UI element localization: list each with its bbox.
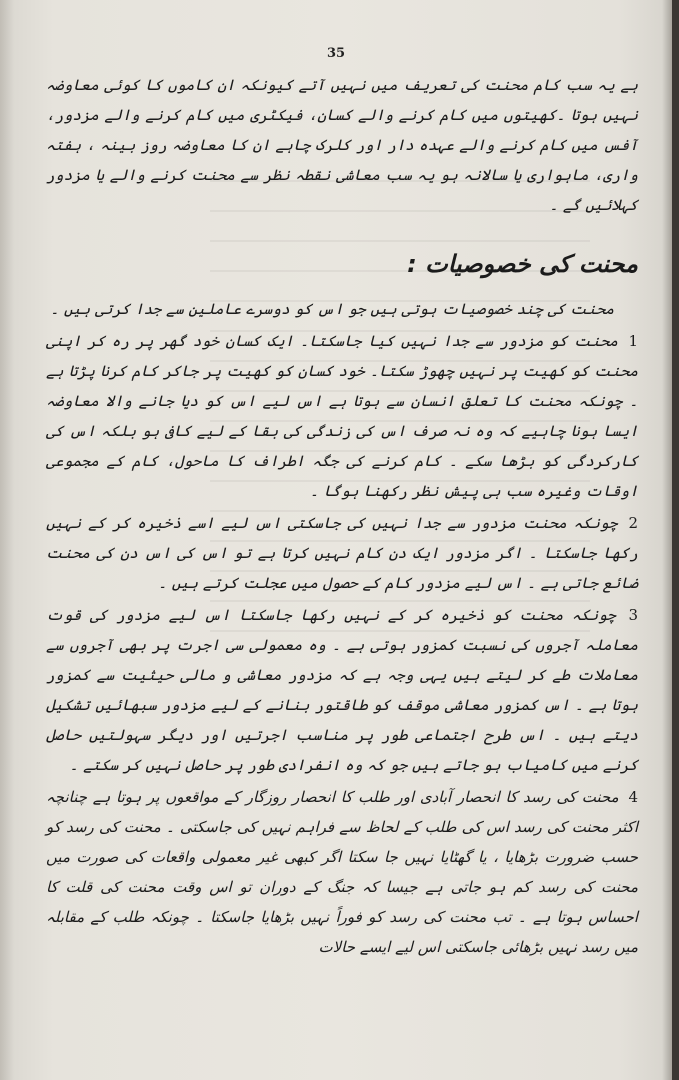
page-body [46,70,638,962]
intro-paragraph: محنت کی چند خصوصیات ہوتی ہیں جو اس کو دوسرے عاملین سے جدا کرتی ہیں ۔ [50,300,614,318]
page-edge-shadow [662,0,672,1080]
point-text: محنت کو مزدور سے جدا نہیں کیا جاسکتا۔ ایک کسان خود گھر پر رہ کر اپنی محنت کو کھیت پر نہیں چھوڑ سکتا۔ خود کسان کو کھیت پر جاکر کام کرنا پڑتا ہے ۔ چونکہ محنت کا تعلق انسان سے ہوتا ہے اس لیے اس کو دیا جانے والا معاوضہ ایسا ہونا چاہیے کہ وہ نہ صرف اس کی زندگی کی بقا کے لیے کافی ہو بلکہ اس کی کارکردگی کو بڑھا سکے ۔ کام کرنے کی جگہ اطراف کا ماحول، کام کے مجموعی اوقات وغیرہ سب ہی پیش نظر رکھنا ہوگا ۔ [46,332,638,500]
opening-paragraph: ہے یہ سب کام محنت کی تعریف میں نہیں آتے کیونکہ ان کاموں کا کوئی معاوضہ نہیں ہوتا ۔کھیتوں میں کام کرنے والے کسان، فیکٹری میں کام کرنے والے مزدور، آفس میں کام کرنے والے عہدہ دار اور کلرک چاہے ان کا معاوضہ روز بینہ ، ہفتہ واری، ماہواری یا سالانہ ہو یہ سب معاشی نقطہ نظر سے محنت کرنے والے یا مزدور کہلائیں گے ۔ [46,76,638,214]
point-number: 1 [628,332,638,350]
point-text: چونکہ محنت مزدور سے جدا نہیں کی جاسکتی اس لیے اسے ذخیرہ کر کے نہیں رکھا جاسکتا ۔ اگر مزدور ایک دن کام نہیں کرتا ہے تو اس کی اس دن کی محنت ضائع جاتی ہے ۔ اس لیے مزدور کام کے حصول میں عجلت کرتے ہیں ۔ [46,514,638,592]
spine-shadow [0,0,14,1080]
page-number: 35 [326,46,346,61]
point-4 [46,782,638,962]
point-number: 2 [628,514,638,532]
point-number: 3 [628,606,638,624]
point-2 [46,508,638,598]
section-heading: محنت کی خصوصیات : [407,250,638,278]
point-number: 4 [628,788,638,806]
point-1 [46,326,638,506]
point-text: محنت کی رسد کا انحصار آبادی اور طلب کا انحصار روزگار کے مواقعوں پر ہوتا ہے چنانچہ اکثر محنت کی رسد اس کی طلب کے لحاظ سے فراہم نہیں کی جاسکتی ۔ محنت کی رسد کو حسب ضرورت بڑھایا ، یا گھٹایا نہیں جا سکتا اگر کبھی غیر معمولی واقعات کی صورت میں محنت کی رسد کم ہو جاتی ہے جیسا کہ جنگ کے دوران تو اس وقت محنت کی قلت کا احساس ہوتا ہے ۔ تب محنت کی رسد کو فوراً نہیں بڑھایا جاسکتا ۔ چونکہ طلب کے مقابلہ میں رسد نہیں بڑھائی جاسکتی اس لیے ایسے حالات [46,788,638,956]
point-3 [46,600,638,780]
point-text: چونکہ محنت کو ذخیرہ کر کے نہیں رکھا جاسکتا اس لیے مزدور کی قوت معاملہ آجروں کی نسبت کمزور ہوتی ہے ۔ وہ معمولی سی اجرت پر بھی آجروں سے معاملات طے کر لیتے ہیں یہی وجہ ہے کہ مزدور معاشی و مالی حیثیت سے کمزور ہوتا ہے ۔ اس کمزور معاشی موقف کو طاقتور بنانے کے لیے مزدور سبھائیں تشکیل دیتے ہیں ۔ اس طرح اجتماعی طور پر مناسب اجرتیں اور دیگر سہولتیں حاصل کرنے میں کامیاب ہو جاتے ہیں جو کہ وہ انفرادی طور پر حاصل نہیں کر سکتے ۔ [46,606,638,774]
